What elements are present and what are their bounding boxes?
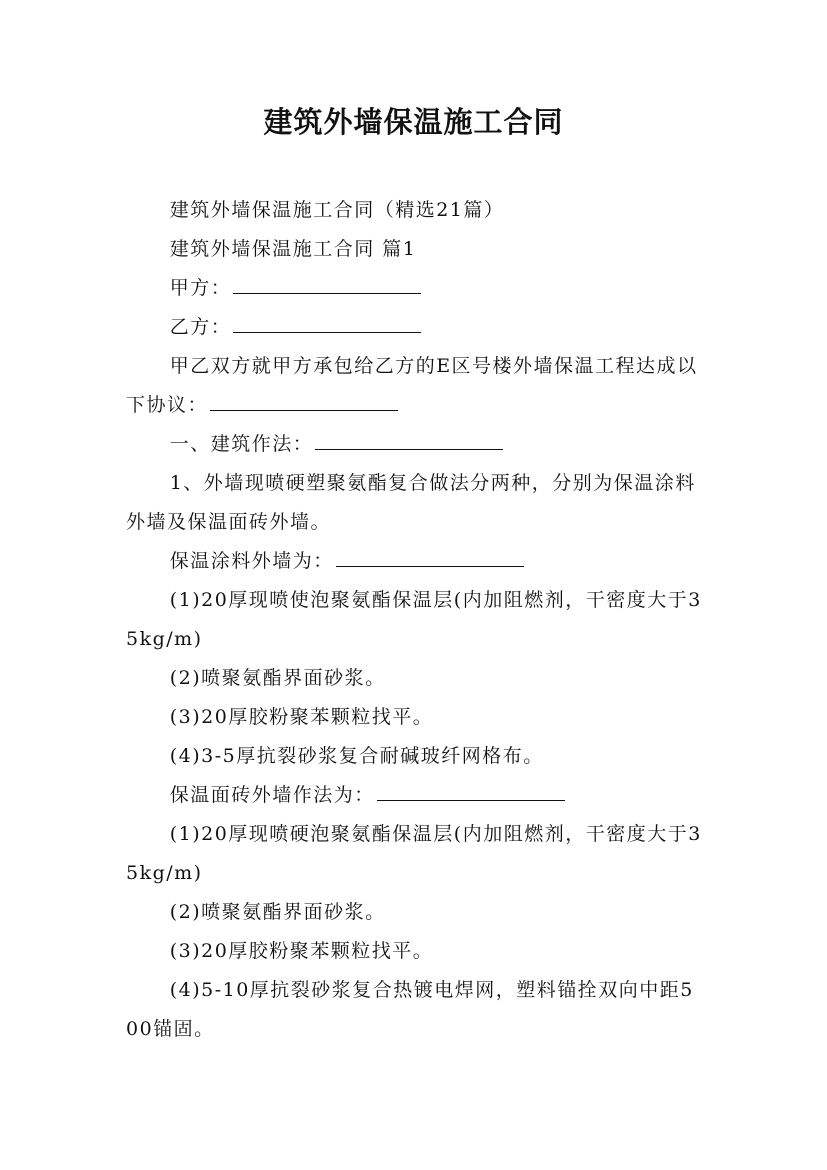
fill-in-blank [210, 409, 398, 411]
paragraph [126, 542, 706, 581]
paragraph-text: 建筑外墙保温施工合同 篇1 [169, 238, 417, 260]
paragraph [126, 425, 706, 464]
paragraph-text: 1、外墙现喷硬塑聚氨酯复合做法分两种，分别为保温涂料外墙及保温面砖外墙。 [126, 472, 696, 533]
paragraph [126, 581, 706, 659]
fill-in-blank [336, 565, 524, 567]
paragraph [126, 659, 706, 698]
paragraph-text: 甲方： [169, 277, 232, 299]
paragraph [126, 932, 706, 971]
fill-in-blank [315, 448, 503, 450]
paragraph [126, 347, 706, 425]
paragraph-text: (3)20厚胶粉聚苯颗粒找平。 [169, 706, 434, 728]
paragraph [126, 230, 706, 269]
paragraph-text: 一、建筑作法： [169, 433, 314, 455]
fill-in-blank [377, 799, 565, 801]
paragraph [126, 815, 706, 893]
paragraph [126, 971, 706, 1049]
paragraph-text: (3)20厚胶粉聚苯颗粒找平。 [169, 940, 434, 962]
paragraph-text: (2)喷聚氨酯界面砂浆。 [169, 667, 386, 689]
paragraph [126, 191, 706, 230]
paragraph [126, 737, 706, 776]
paragraph-text: (1)20厚现喷使泡聚氨酯保温层(内加阻燃剂，干密度大于35kg/m) [126, 589, 702, 650]
paragraph [126, 269, 706, 308]
fill-in-blank [233, 292, 421, 294]
paragraph [126, 308, 706, 347]
paragraph-text: (1)20厚现喷硬泡聚氨酯保温层(内加阻燃剂，干密度大于35kg/m) [126, 823, 702, 884]
paragraph [126, 776, 706, 815]
fill-in-blank [233, 331, 421, 333]
paragraph-text: 建筑外墙保温施工合同（精选21篇） [169, 199, 505, 221]
paragraph-text: (2)喷聚氨酯界面砂浆。 [169, 901, 386, 923]
paragraph [126, 464, 706, 542]
paragraph-text: (4)3-5厚抗裂砂浆复合耐碱玻纤网格布。 [169, 745, 544, 767]
paragraph-text: 乙方： [169, 316, 232, 338]
paragraph [126, 893, 706, 932]
document-body [126, 191, 706, 1049]
document-title: 建筑外墙保温施工合同 [263, 105, 564, 139]
paragraph [126, 698, 706, 737]
paragraph-text: (4)5-10厚抗裂砂浆复合热镀电焊网，塑料锚拴双向中距500锚固。 [126, 979, 694, 1040]
paragraph-text: 保温涂料外墙为： [169, 550, 334, 572]
paragraph-text: 甲乙双方就甲方承包给乙方的E区号楼外墙保温工程达成以下协议： [126, 355, 698, 416]
paragraph-text: 保温面砖外墙作法为： [169, 784, 375, 806]
